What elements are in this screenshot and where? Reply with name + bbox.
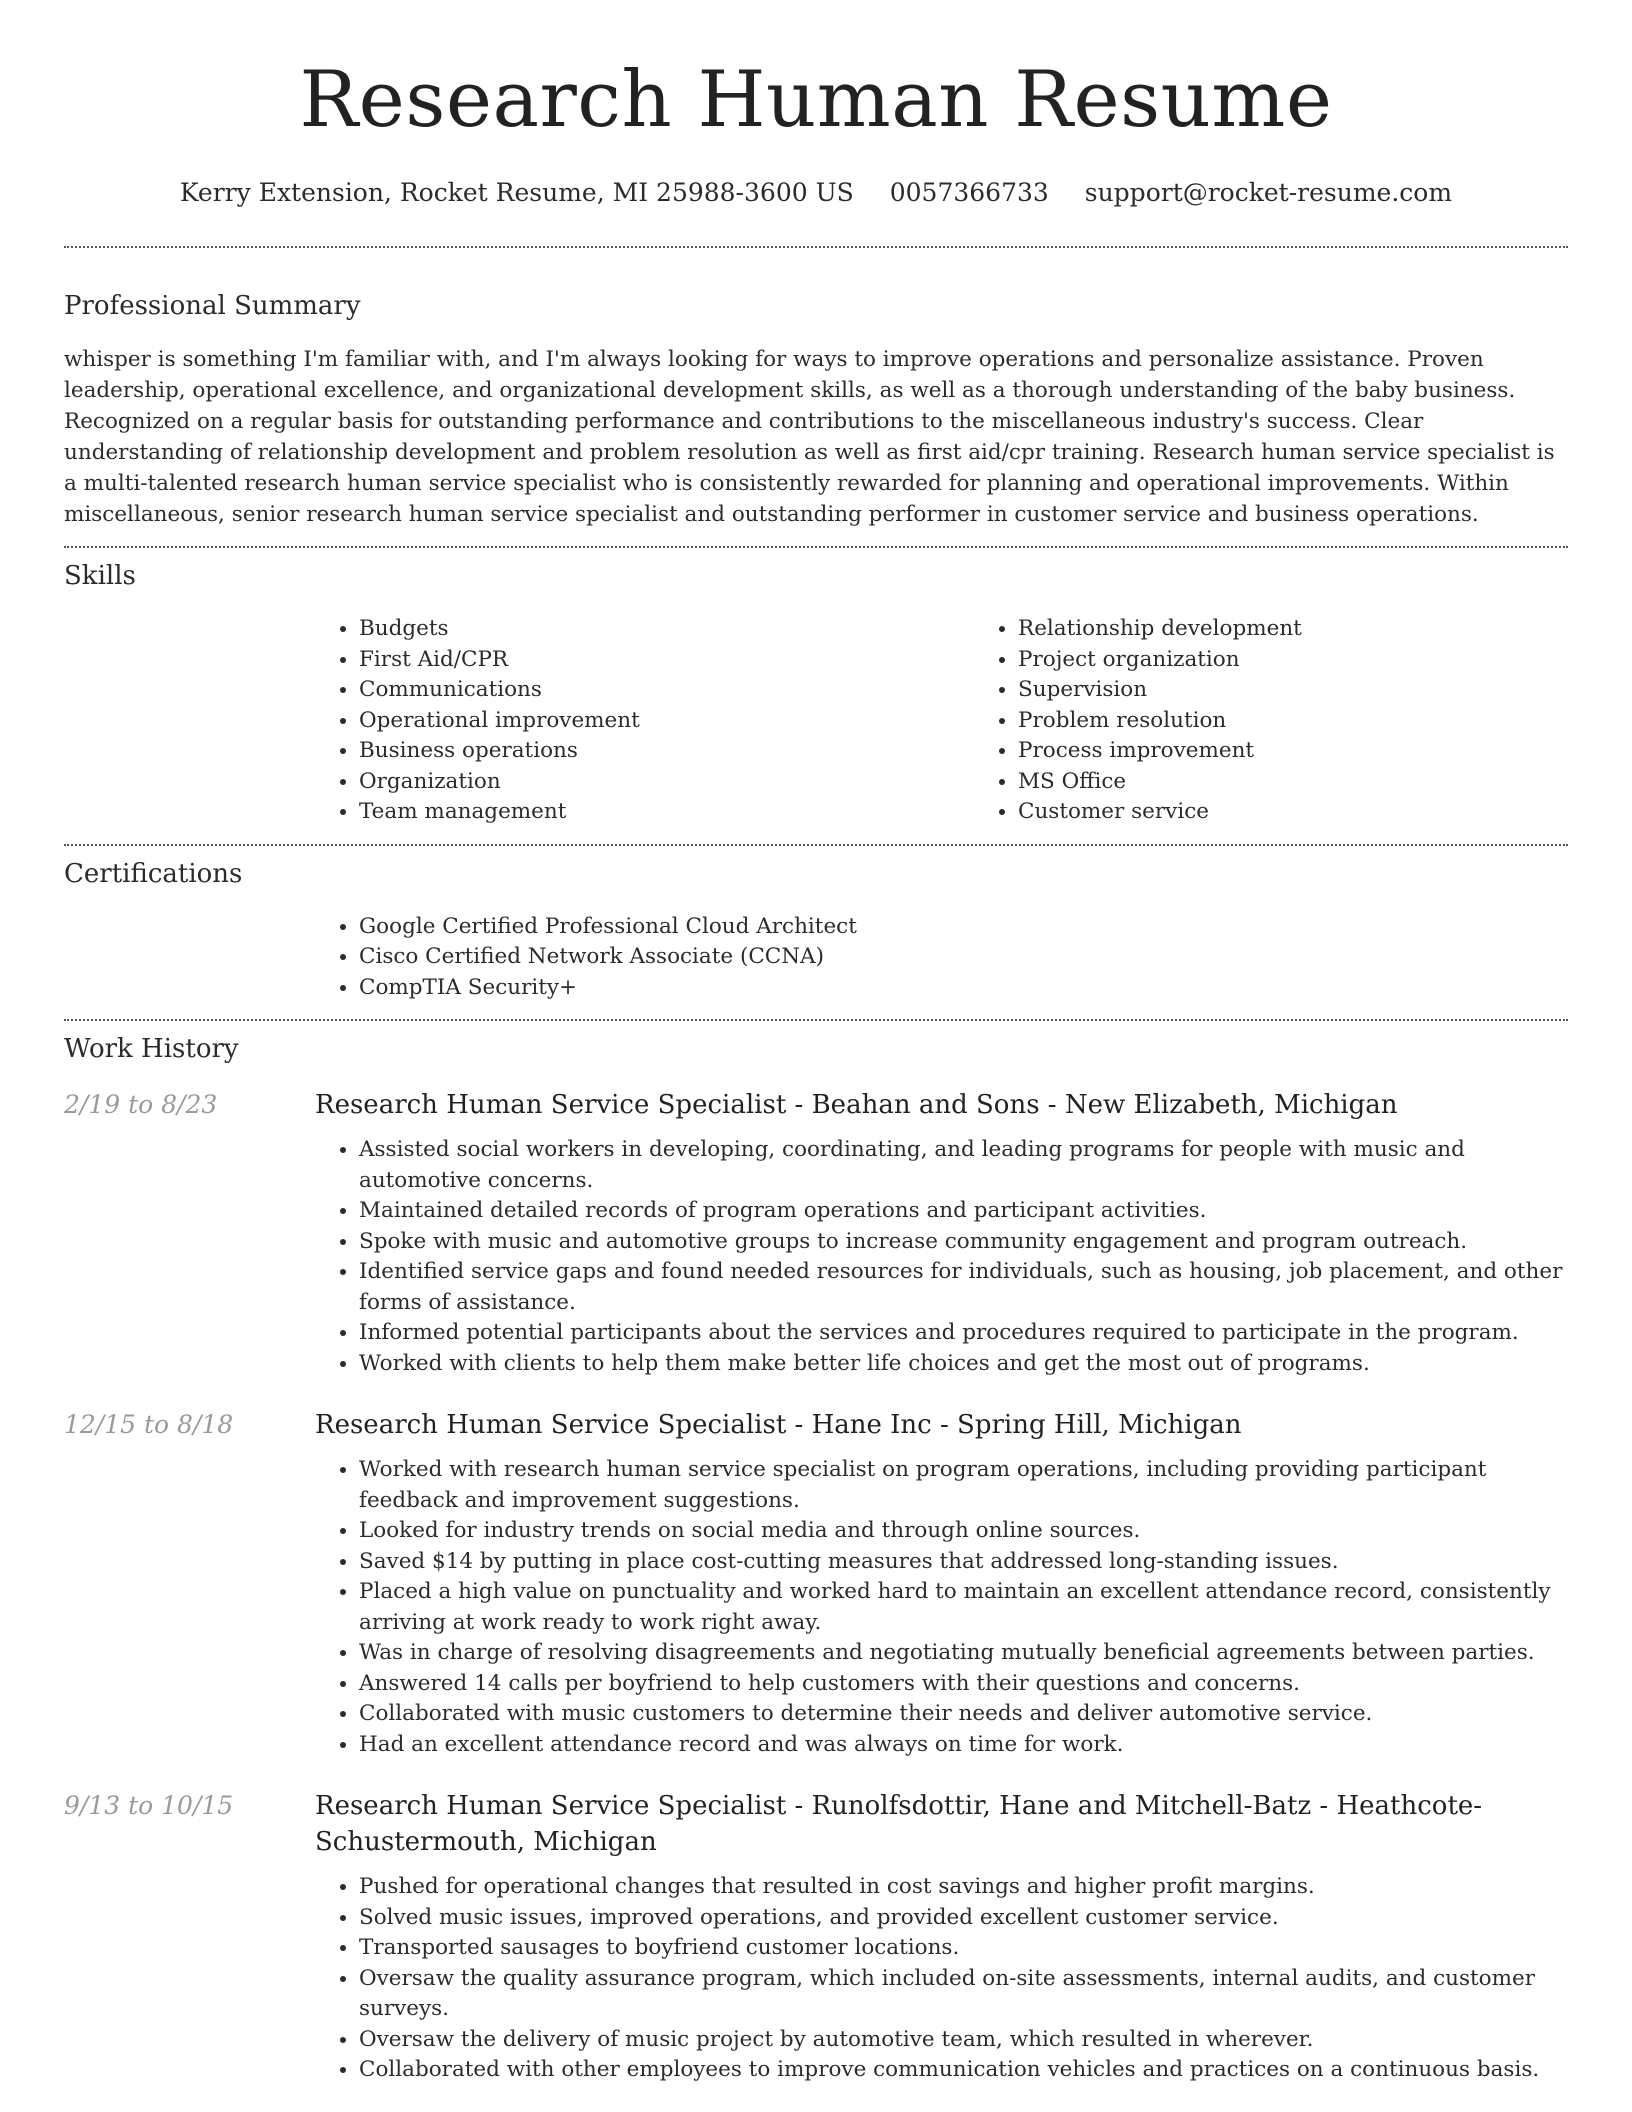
certifications-list — [315, 912, 1568, 1004]
list-item: • Solved music issues, improved operations, and provided excellent customer service. — [359, 1903, 1568, 1934]
list-item: • Worked with clients to help them make better life choices and get the most out of programs. — [359, 1349, 1568, 1380]
list-item: • Operational improvement — [359, 706, 974, 737]
list-item: • Customer service — [1018, 797, 1632, 828]
certifications-heading: Certifications — [64, 858, 243, 889]
resume-title: Research Human Resume — [299, 55, 1333, 145]
list-item: • Informed potential participants about the services and procedures required to participate in the program. — [359, 1318, 1568, 1349]
job-entry — [64, 1087, 1568, 1379]
contact-line — [64, 176, 1568, 210]
list-item: • Google Certified Professional Cloud Architect — [359, 912, 1568, 943]
job-dates: 2/19 to 8/23 — [64, 1090, 218, 1119]
list-item: • Worked with research human service specialist on program operations, including providing participant feedback and improvement suggestions. — [359, 1455, 1568, 1516]
list-item: • Problem resolution — [1018, 706, 1632, 737]
list-item: • Transported sausages to boyfriend customer locations. — [359, 1933, 1568, 1964]
list-item: • Cisco Certified Network Associate (CCNA) — [359, 942, 1568, 973]
job-bullets — [315, 1872, 1568, 2086]
list-item: • Communications — [359, 675, 974, 706]
list-item: • Process improvement — [1018, 736, 1632, 767]
list-item: • Team management — [359, 797, 974, 828]
list-item: • Supervision — [1018, 675, 1632, 706]
list-item: • Relationship development — [1018, 614, 1632, 645]
skills-heading: Skills — [64, 561, 136, 591]
work-history-heading: Work History — [64, 1034, 239, 1064]
list-item: • Oversaw the quality assurance program, which included on-site assessments, internal audits, and customer surveys. — [359, 1964, 1568, 2025]
list-item: • Had an excellent attendance record and was always on time for work. — [359, 1730, 1568, 1761]
skills-list-left — [315, 614, 974, 828]
list-item: • Organization — [359, 767, 974, 798]
summary-section — [64, 248, 1568, 546]
list-item: • Answered 14 calls per boyfriend to help customers with their questions and concerns. — [359, 1669, 1568, 1700]
summary-text: whisper is something I'm familiar with, and I'm always looking for ways to improve operations and personalize assistance. Proven leadership, operational excellence, and organizational development skills, as well as a thorough understanding of the baby business. Recognized on a regular basis for outstanding performance and contributions to the miscellaneous industry's success. Clear understanding of relationship development and problem resolution as well as first aid/cpr training. Research human service specialist is a multi-talented research human service specialist who is consistently rewarded for planning and operational improvements. Within miscellaneous, senior research human service specialist and outstanding performer in customer service and business operations. — [64, 347, 1555, 527]
summary-heading: Professional Summary — [64, 291, 361, 321]
list-item: • Spoke with music and automotive groups to increase community engagement and program outreach. — [359, 1227, 1568, 1258]
job-bullets — [315, 1135, 1568, 1379]
certifications-list-wrap — [315, 912, 1568, 1020]
resume-header — [64, 0, 1568, 210]
list-item: • Assisted social workers in developing, coordinating, and leading programs for people with music and automotive concerns. — [359, 1135, 1568, 1196]
list-item: • Collaborated with music customers to determine their needs and deliver automotive service. — [359, 1699, 1568, 1730]
list-item: • Pushed for operational changes that resulted in cost savings and higher profit margins. — [359, 1872, 1568, 1903]
job-title: Research Human Service Specialist - Runolfsdottir, Hane and Mitchell-Batz - Heathcote-Schustermouth, Michigan — [315, 1791, 1483, 1857]
list-item: • Identified service gaps and found needed resources for individuals, such as housing, job placement, and other forms of assistance. — [359, 1257, 1568, 1318]
job-entry — [64, 1407, 1568, 1760]
list-item: • Maintained detailed records of program operations and participant activities. — [359, 1196, 1568, 1227]
list-item: • Collaborated with other employees to improve communication vehicles and practices on a continuous basis. — [359, 2055, 1568, 2086]
contact-phone: 0057366733 — [889, 178, 1049, 207]
work-history-section — [64, 1021, 1568, 2086]
list-item: • Saved $14 by putting in place cost-cutting measures that addressed long-standing issues. — [359, 1547, 1568, 1578]
job-title: Research Human Service Specialist - Beahan and Sons - New Elizabeth, Michigan — [315, 1090, 1398, 1120]
job-body — [315, 1087, 1568, 1379]
contact-email: support@rocket-resume.com — [1084, 178, 1453, 207]
certifications-section — [64, 846, 1568, 1020]
list-item: • Oversaw the delivery of music project by automotive team, which resulted in wherever. — [359, 2025, 1568, 2056]
job-bullets — [315, 1455, 1568, 1760]
list-item: • MS Office — [1018, 767, 1632, 798]
contact-address: Kerry Extension, Rocket Resume, MI 25988-3600 US — [179, 178, 854, 207]
list-item: • Business operations — [359, 736, 974, 767]
list-item: • Budgets — [359, 614, 974, 645]
skills-grid — [315, 614, 1568, 844]
list-item: • Was in charge of resolving disagreements and negotiating mutually beneficial agreements between parties. — [359, 1638, 1568, 1669]
job-body — [315, 1788, 1568, 2086]
job-entry — [64, 1788, 1568, 2086]
list-item: • First Aid/CPR — [359, 645, 974, 676]
list-item: • Placed a high value on punctuality and worked hard to maintain an excellent attendance record, consistently arriving at work ready to work right away. — [359, 1577, 1568, 1638]
list-item: • Looked for industry trends on social media and through online sources. — [359, 1516, 1568, 1547]
skills-section — [64, 548, 1568, 844]
skills-list-right — [974, 614, 1632, 828]
job-body — [315, 1407, 1568, 1760]
list-item: • CompTIA Security+ — [359, 973, 1568, 1004]
job-dates: 12/15 to 8/18 — [64, 1410, 234, 1439]
job-title: Research Human Service Specialist - Hane Inc - Spring Hill, Michigan — [315, 1410, 1242, 1440]
list-item: • Project organization — [1018, 645, 1632, 676]
job-dates: 9/13 to 10/15 — [64, 1791, 234, 1820]
